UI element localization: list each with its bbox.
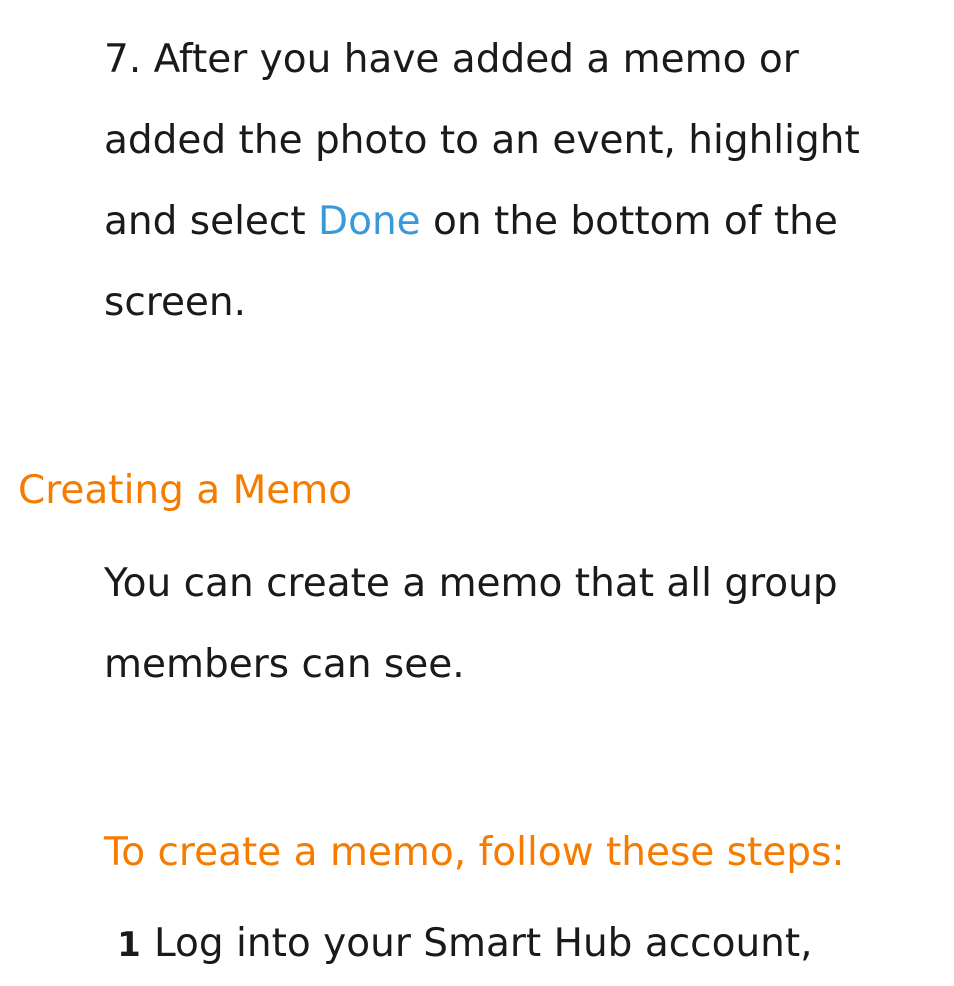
- step-1-item: [104, 903, 813, 986]
- step-7-paragraph: [104, 19, 924, 343]
- step-7-text-after: on the bottom of the screen.: [104, 199, 838, 325]
- step-1-text: Log into your Smart Hub account,: [154, 921, 813, 966]
- done-highlight: Done: [318, 199, 421, 244]
- step-7-text-before: 7. After you have added a memo or added the photo to an event, highlight and select: [104, 37, 860, 244]
- section-intro: You can create a memo that all group members can see.: [104, 561, 838, 687]
- step-1-number: 1: [117, 925, 141, 965]
- section-heading: Creating a Memo: [18, 468, 353, 513]
- steps-subheading: To create a memo, follow these steps:: [104, 830, 845, 875]
